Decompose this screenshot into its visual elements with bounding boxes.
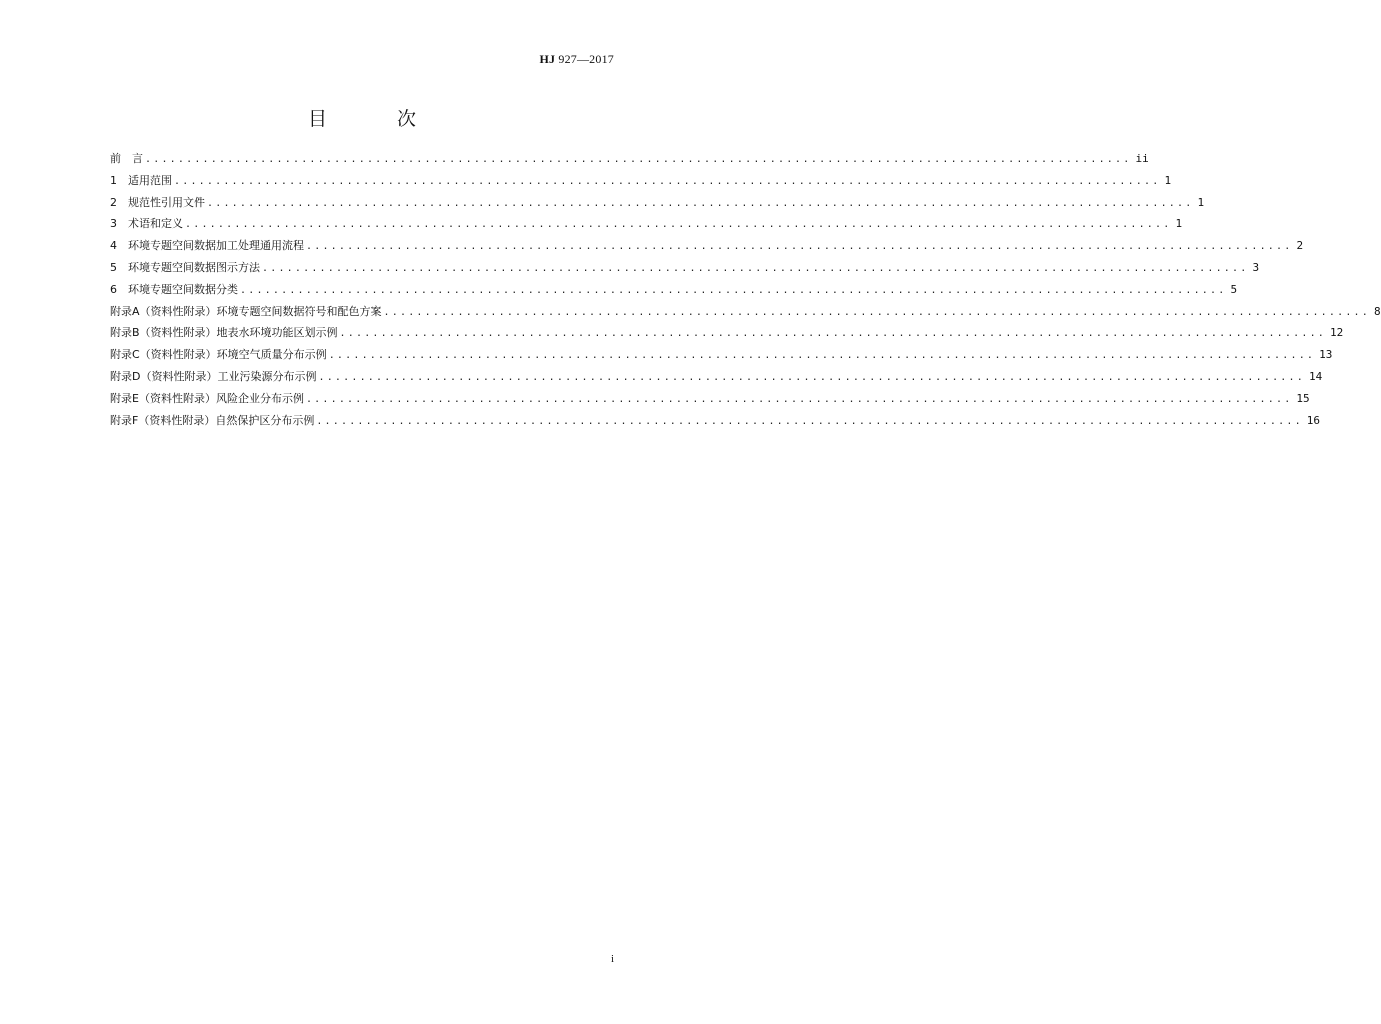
- toc-entry-label: 4 环境专题空间数据加工处理通用流程: [110, 239, 304, 253]
- toc-entry-page: 15: [1296, 391, 1310, 405]
- toc-entry[interactable]: [110, 346, 1333, 368]
- toc-leader-dots: ........................................................................................................................: [328, 350, 1316, 362]
- toc-entry-label: 2 规范性引用文件: [110, 195, 205, 209]
- toc-entry-label: 3 术语和定义: [110, 217, 183, 231]
- page-number: i: [610, 953, 614, 965]
- toc-entry-label: 附录D（资料性附录）工业污染源分布示例: [110, 369, 317, 383]
- toc-entry-label: 5 环境专题空间数据图示方法: [110, 260, 260, 274]
- table-of-contents: [110, 150, 1381, 433]
- toc-entry-page: 5: [1230, 282, 1238, 296]
- toc-entry-page: 1: [1197, 195, 1205, 209]
- toc-entry[interactable]: [110, 412, 1321, 434]
- toc-entry-page: 14: [1308, 369, 1323, 383]
- toc-entry-label: 6 环境专题空间数据分类: [110, 282, 238, 296]
- toc-leader-dots: ........................................................................................................................: [240, 284, 1227, 296]
- toc-entry[interactable]: [110, 172, 1172, 194]
- toc-entry[interactable]: [110, 368, 1323, 390]
- toc-leader-dots: ........................................................................................................................: [339, 328, 1327, 340]
- toc-entry[interactable]: [110, 303, 1381, 325]
- toc-entry-page: 3: [1252, 260, 1260, 274]
- toc-entry-label: 附录C（资料性附录）环境空气质量分布示例: [110, 348, 327, 362]
- toc-entry-label: 附录F（资料性附录）自然保护区分布示例: [110, 413, 315, 427]
- toc-entry[interactable]: [110, 259, 1260, 281]
- toc-entry-page: 12: [1330, 326, 1344, 340]
- toc-entry[interactable]: [110, 324, 1344, 346]
- toc-entry-label: 附录E（资料性附录）风险企业分布示例: [110, 391, 304, 405]
- toc-entry[interactable]: [110, 390, 1310, 412]
- toc-leader-dots: ........................................................................................................................: [185, 219, 1172, 231]
- toc-leader-dots: ........................................................................................................................: [262, 262, 1249, 274]
- toc-entry-page: 1: [1164, 173, 1172, 187]
- standard-number: 927—2017: [555, 52, 614, 66]
- toc-entry-page: 13: [1319, 348, 1333, 362]
- toc-entry-page: ii: [1135, 152, 1149, 165]
- toc-entry[interactable]: [110, 215, 1183, 237]
- toc-entry[interactable]: [110, 237, 1304, 259]
- toc-leader-dots: ........................................................................................................................: [306, 241, 1293, 253]
- standard-code: [539, 52, 614, 67]
- toc-entry-label: 附录A（资料性附录）环境专题空间数据符号和配色方案: [110, 304, 382, 318]
- toc-entry[interactable]: [110, 194, 1205, 216]
- toc-leader-dots: ........................................................................................................................: [174, 175, 1161, 187]
- toc-entry-label: 附录B（资料性附录）地表水环境功能区划示例: [110, 326, 338, 340]
- toc-entry[interactable]: [110, 150, 1149, 172]
- toc-entry-page: 8: [1374, 304, 1381, 318]
- toc-entry-label: 前 言: [110, 152, 143, 165]
- toc-entry[interactable]: [110, 281, 1238, 303]
- toc-entry-page: 2: [1296, 239, 1304, 253]
- toc-leader-dots: ........................................................................................................................: [145, 154, 1132, 165]
- toc-leader-dots: ........................................................................................................................: [207, 197, 1194, 209]
- toc-leader-dots: ........................................................................................................................: [383, 306, 1370, 318]
- toc-leader-dots: ........................................................................................................................: [316, 415, 1303, 427]
- toc-leader-dots: ........................................................................................................................: [318, 371, 1305, 383]
- toc-entry-label: 1 适用范围: [110, 173, 172, 187]
- page-title: 目 次: [307, 108, 449, 130]
- standard-prefix: HJ: [539, 52, 556, 66]
- toc-entry-page: 16: [1306, 413, 1321, 427]
- toc-leader-dots: ........................................................................................................................: [305, 393, 1293, 405]
- toc-entry-page: 1: [1175, 217, 1183, 231]
